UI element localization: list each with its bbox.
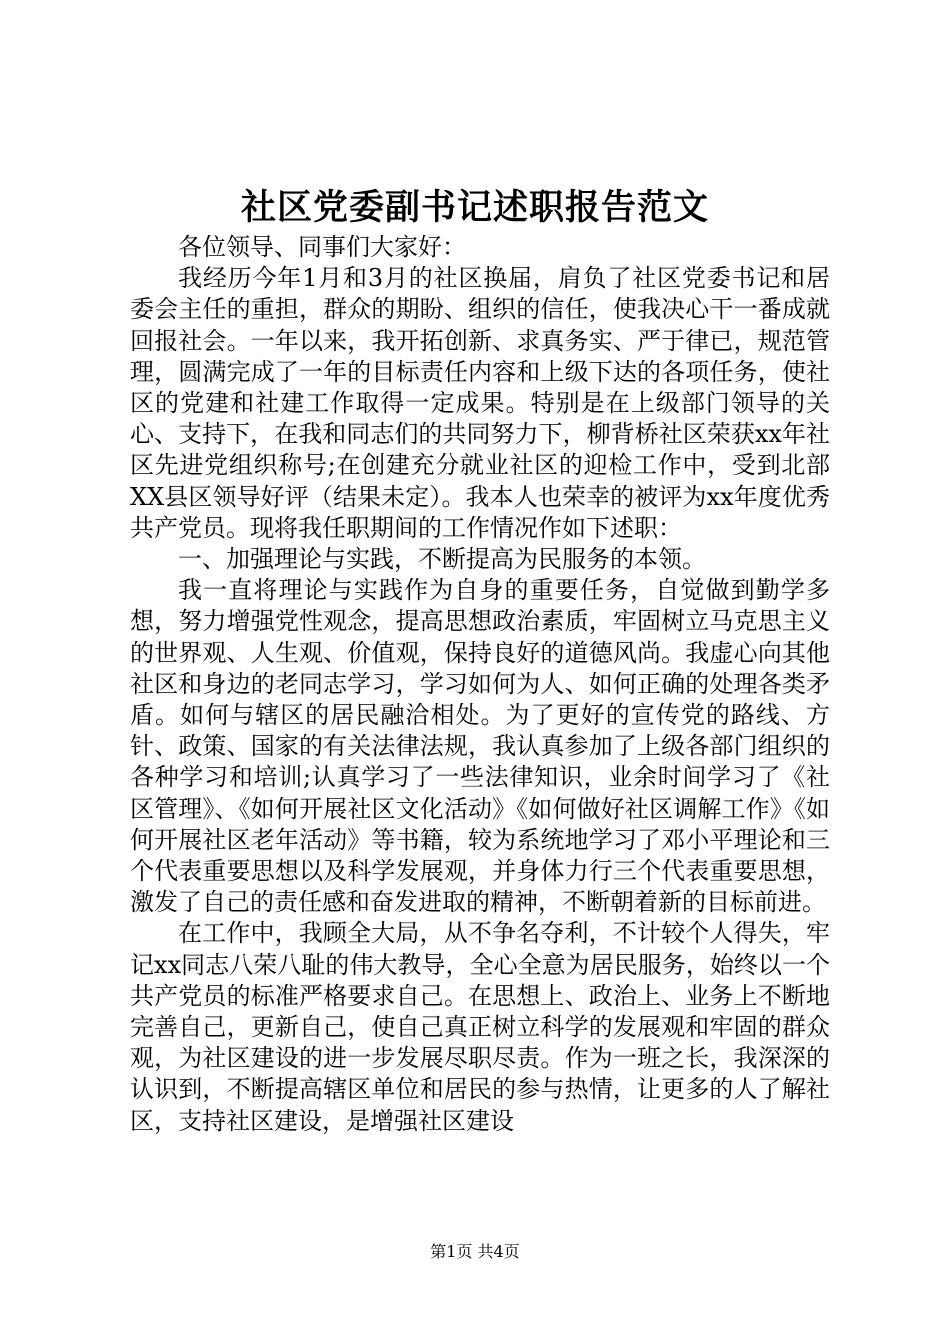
body-paragraph: 我一直将理论与实践作为自身的重要任务，自觉做到勤学多想，努力增强党性观念，提高思想政治素质，牢固树立马克思主义的世界观、人生观、价值观，保持良好的道德风尚。我虚心向其他社区和身边的老同志学习，学习如何为人、如何正确的处理各类矛盾。如何与辖区的居民融洽相处。为了更好的宣传党的路线、方针、政策、国家的有关法律法规，我认真参加了上级各部门组织的各种学习和培训;认真学习了一些法律知识，业余时间学习了《社区管理》、《如何开展社区文化活动》《如何做好社区调解工作》《如何开展社区老年活动》等书籍，较为系统地学习了邓小平理论和三个代表重要思想以及科学发展观，并身体力行三个代表重要思想，激发了自己的责任感和奋发进取的精神，不断朝着新的目标前进。	[130, 576, 830, 917]
document-body	[130, 232, 830, 1137]
salutation-paragraph: 各位领导、同事们大家好：	[178, 233, 466, 261]
body-paragraph: 我经历今年1月和3月的社区换届，肩负了社区党委书记和居委会主任的重担，群众的期盼、组织的信任，使我决心干一番成就回报社会。一年以来，我开拓创新、求真务实、严于律已，规范管理，圆满完成了一年的目标责任内容和上级下达的各项任务，使社区的党建和社建工作取得一定成果。特别是在上级部门领导的关心、支持下，在我和同志们的共同努力下，柳背桥社区荣获xx年社区先进党组织称号;在创建充分就业社区的迎检工作中，受到北部XX县区领导好评（结果未定）。我本人也荣幸的被评为xx年度优秀共产党员。现将我任职期间的工作情况作如下述职：	[130, 264, 830, 542]
document-title: 社区党委副书记述职报告范文	[240, 187, 709, 228]
body-paragraph: 在工作中，我顾全大局，从不争名夺利，不计较个人得失，牢记xx同志八荣八耻的伟大教导，全心全意为居民服务，始终以一个共产党员的标准严格要求自己。在思想上、政治上、业务上不断地完善自己，更新自己，使自己真正树立科学的发展观和牢固的群众观，为社区建设的进一步发展尽职尽责。作为一班之长，我深深的认识到，不断提高辖区单位和居民的参与热情，让更多的人了解社区，支持社区建设，是增强社区建设	[130, 919, 830, 1135]
page-footer: 第1页 共4页	[430, 1242, 520, 1261]
section-heading: 一、加强理论与实践，不断提高为民服务的本领。	[178, 545, 706, 574]
